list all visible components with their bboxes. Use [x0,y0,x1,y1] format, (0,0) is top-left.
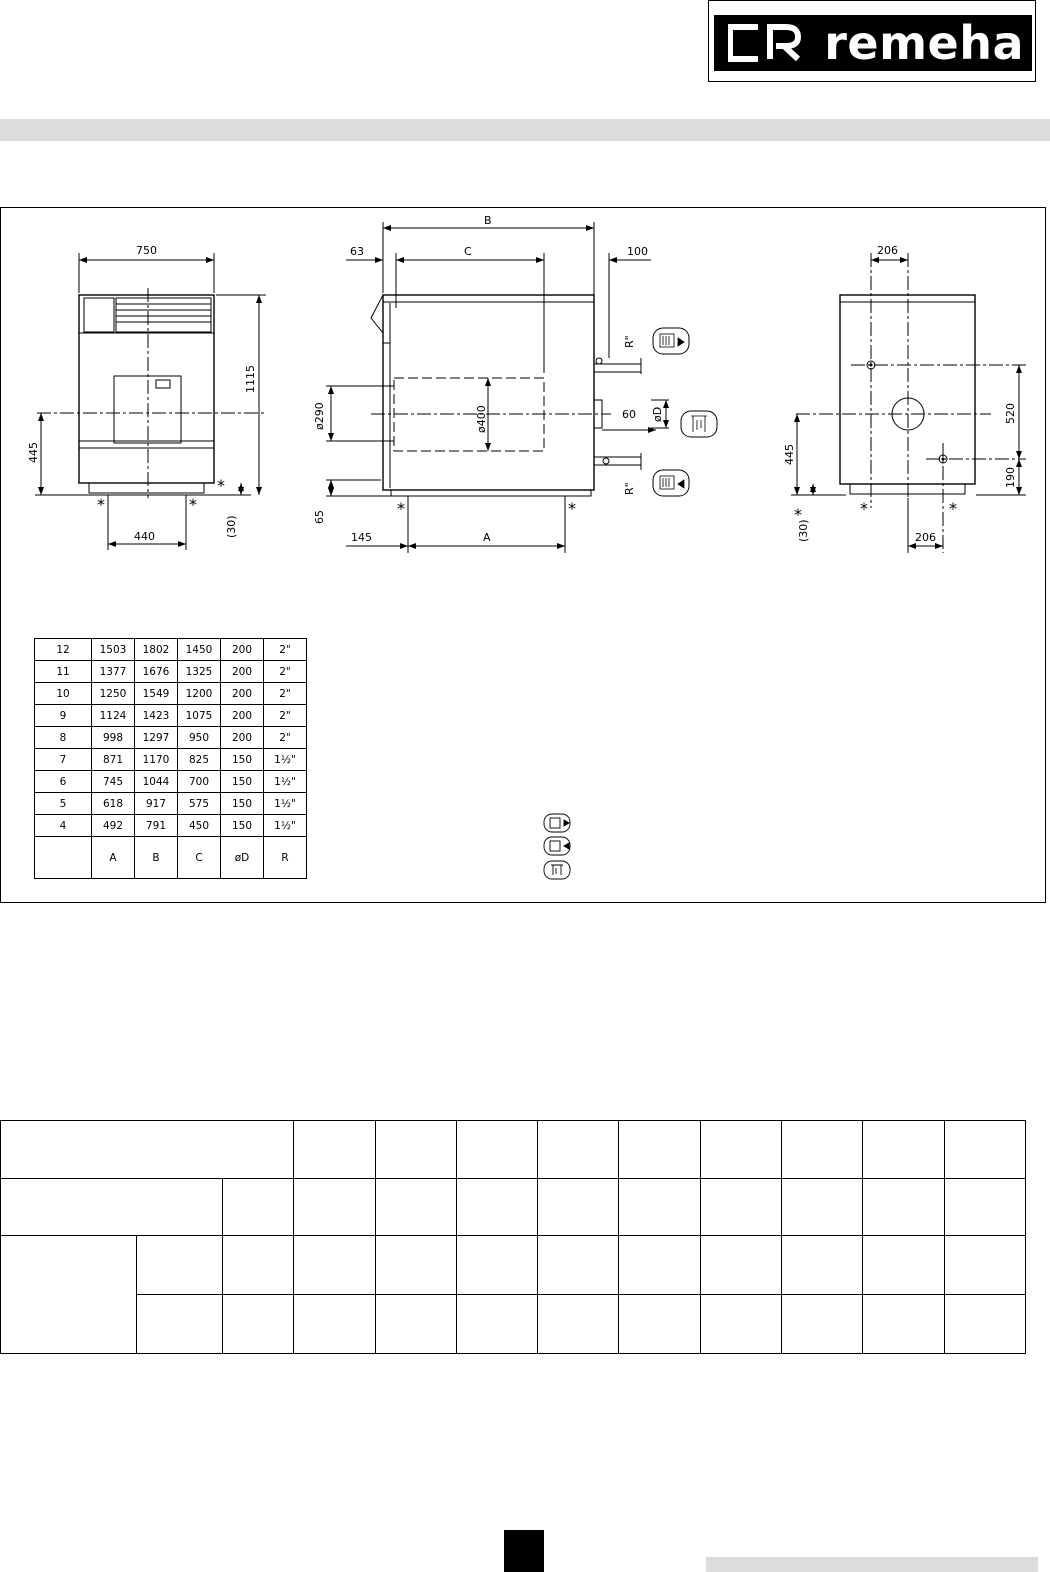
spec-cell [376,1236,457,1295]
table-cell: 1423 [135,705,178,727]
side-foot-span-label: A [483,531,491,544]
spec-cell [457,1179,538,1236]
table-row [35,793,307,815]
table-cell: 1170 [135,749,178,771]
spec-cell [701,1179,782,1236]
side-left-offset-label: 145 [351,531,372,544]
spec-cell [619,1295,701,1354]
table-cell: 5 [35,793,92,815]
side-view [326,222,717,553]
table-cell: 1377 [92,661,135,683]
table-cell: 150 [221,793,264,815]
spec-cell [619,1179,701,1236]
table-header-cell: øD [221,837,264,879]
spec-cell [376,1295,457,1354]
table-cell: 2" [264,639,307,661]
table-cell: 492 [92,815,135,837]
table-cell: 2" [264,727,307,749]
table-row [35,771,307,793]
logo-mark-icon [728,23,806,63]
footer-bar [706,1557,1038,1572]
table-cell: 1124 [92,705,135,727]
spec-cell [137,1236,223,1295]
spec-cell [1,1236,137,1354]
side-flue-diameter-label: ø400 [475,405,488,433]
table-cell: 1200 [178,683,221,705]
table-cell: 200 [221,661,264,683]
table-cell: 1½" [264,793,307,815]
rear-foot-clearance-label: (30) [797,519,810,542]
table-cell: 618 [92,793,135,815]
table-cell: 6 [35,771,92,793]
front-view [35,253,266,550]
spec-cell [863,1121,945,1179]
rear-height-lower-label: 190 [1004,467,1017,488]
table-cell: 4 [35,815,92,837]
side-marker-left: * [397,499,405,518]
side-connection-upper-label: R" [623,335,636,348]
table-header-row [35,837,307,879]
brand-logo [708,0,1036,82]
front-marker-left: * [97,495,105,514]
page-number-block [504,1530,544,1572]
dimension-drawing-frame [0,207,1046,903]
table-cell: 700 [178,771,221,793]
brand-logo-panel [714,15,1032,71]
side-burner-opening-label: ø290 [313,402,326,430]
table-header-cell: C [178,837,221,879]
table-cell: 1½" [264,815,307,837]
spec-cell [945,1121,1026,1179]
table-cell: 1450 [178,639,221,661]
table-cell: 1½" [264,749,307,771]
table-cell: 791 [135,815,178,837]
spec-cell [945,1179,1026,1236]
table-cell: 150 [221,771,264,793]
spec-cell [782,1179,863,1236]
side-inner-label: C [464,245,472,258]
spec-cell [701,1295,782,1354]
side-rear-offset-label: 100 [627,245,648,258]
table-cell: 950 [178,727,221,749]
table-cell: 1503 [92,639,135,661]
table-cell: 2" [264,705,307,727]
table-cell: 10 [35,683,92,705]
spec-cell [863,1236,945,1295]
table-cell: 1½" [264,771,307,793]
table-cell: 450 [178,815,221,837]
front-marker-right: * [189,495,197,514]
spec-table [0,1120,1026,1354]
rear-marker-right: * [949,499,957,518]
front-width-label: 750 [136,244,157,257]
table-cell: 1044 [135,771,178,793]
flue-connection-icon [544,861,570,879]
table-cell: 200 [221,683,264,705]
table-cell: 200 [221,727,264,749]
table-cell: 2" [264,683,307,705]
front-height-label: 1115 [244,365,257,393]
rear-marker-clearance: * [794,505,802,524]
table-cell: 200 [221,639,264,661]
table-cell: 1549 [135,683,178,705]
table-header-cell: B [135,837,178,879]
table-cell: 1676 [135,661,178,683]
spec-cell [782,1236,863,1295]
side-flue-length-label: 60 [622,408,636,421]
table-header-cell [35,837,92,879]
table-row [35,661,307,683]
spec-cell [457,1295,538,1354]
spec-cell [538,1121,619,1179]
table-cell: 2" [264,661,307,683]
table-cell: 1325 [178,661,221,683]
table-cell: 1075 [178,705,221,727]
spec-cell [782,1295,863,1354]
spec-cell [223,1179,294,1236]
table-cell: 1250 [92,683,135,705]
spec-cell [701,1236,782,1295]
rear-inlet-height-label: 445 [783,444,796,465]
spec-cell [457,1236,538,1295]
spec-cell [1,1179,223,1236]
table-cell: 11 [35,661,92,683]
table-cell: 1802 [135,639,178,661]
spec-cell [701,1121,782,1179]
flue-connection-icon [681,411,717,437]
side-front-offset-label: 63 [350,245,364,258]
side-base-height-label: 65 [313,510,326,524]
rear-marker-left: * [860,499,868,518]
table-row [35,683,307,705]
table-cell: 998 [92,727,135,749]
side-marker-right: * [568,499,576,518]
table-cell: 7 [35,749,92,771]
spec-cell [294,1295,376,1354]
table-cell: 1297 [135,727,178,749]
table-cell: 8 [35,727,92,749]
table-header-cell: R [264,837,307,879]
dimension-table [34,638,307,879]
table-cell: 825 [178,749,221,771]
table-cell: 745 [92,771,135,793]
spec-cell [945,1236,1026,1295]
front-foot-spacing-label: 440 [134,530,155,543]
table-cell: 917 [135,793,178,815]
table-row [35,815,307,837]
side-flue-dia-label: øD [651,406,664,422]
table-cell: 575 [178,793,221,815]
spec-cell [1,1121,294,1179]
spec-cell [538,1295,619,1354]
table-row [35,705,307,727]
spec-cell [863,1179,945,1236]
section-header-bar [0,119,1050,141]
table-header-cell: A [92,837,135,879]
table-row [35,639,307,661]
spec-cell [137,1295,223,1354]
table-cell: 9 [35,705,92,727]
rear-view [791,253,1026,553]
spec-cell [782,1121,863,1179]
side-overall-label: B [484,214,492,227]
spec-cell [863,1295,945,1354]
spec-cell [945,1295,1026,1354]
brand-name: remeha [824,16,1024,70]
rear-bottom-offset-label: 206 [915,531,936,544]
table-cell: 150 [221,815,264,837]
spec-cell [376,1179,457,1236]
front-inlet-height-label: 445 [27,442,40,463]
spec-cell [223,1236,294,1295]
spec-cell [538,1236,619,1295]
rear-height-upper-label: 520 [1004,403,1017,424]
flow-connection-icon [653,328,689,354]
spec-cell [619,1121,701,1179]
side-connection-lower-label: R" [623,482,636,495]
table-cell: 150 [221,749,264,771]
table-cell: 200 [221,705,264,727]
connection-legend [544,814,570,879]
spec-cell [376,1121,457,1179]
spec-cell [294,1236,376,1295]
spec-cell [619,1236,701,1295]
spec-cell [538,1179,619,1236]
table-row [35,749,307,771]
spec-cell [457,1121,538,1179]
table-row [35,727,307,749]
spec-cell [294,1179,376,1236]
front-foot-clearance-label: (30) [225,515,238,538]
front-marker-clearance: * [217,476,225,495]
spec-cell [223,1295,294,1354]
rear-top-offset-label: 206 [877,244,898,257]
table-cell: 871 [92,749,135,771]
spec-cell [294,1121,376,1179]
table-cell: 12 [35,639,92,661]
